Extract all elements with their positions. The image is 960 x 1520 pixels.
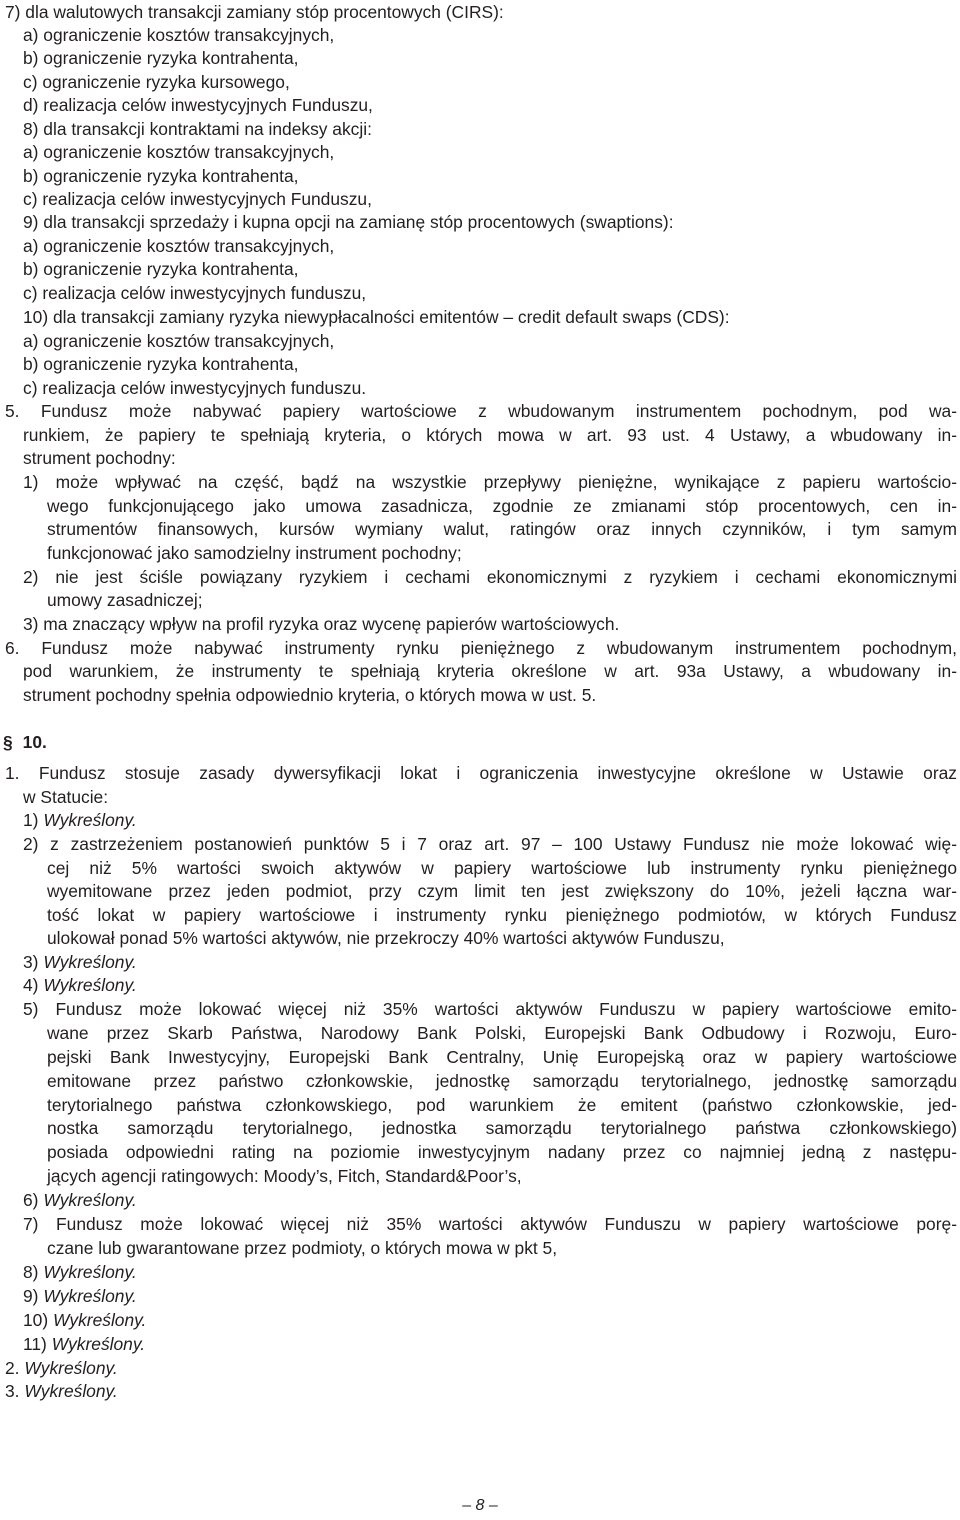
list-item: czane lub gwarantowane przez podmioty, o których mowa w pkt 5, bbox=[47, 1238, 558, 1258]
list-item: a) ograniczenie kosztów transakcyjnych, bbox=[23, 331, 335, 351]
list-item bbox=[23, 1188, 137, 1212]
list-item: wego funkcjonującego jako umowa zasadnicza, zgodnie ze zmianami stóp procentowych, cen in- bbox=[47, 496, 957, 516]
list-item: 7) dla walutowych transakcji zamiany stóp procentowych (CIRS): bbox=[5, 2, 504, 22]
list-item: a) ograniczenie kosztów transakcyjnych, bbox=[23, 25, 335, 45]
list-item-number: 8) bbox=[23, 1262, 39, 1282]
paragraph-number: 3. bbox=[5, 1381, 20, 1401]
section-sign: § bbox=[3, 732, 13, 752]
list-item-text: Wykreślony. bbox=[43, 975, 137, 995]
list-item-number: 6) bbox=[23, 1190, 39, 1210]
list-item-text: Wykreślony. bbox=[43, 1286, 137, 1306]
list-item: tość lokat w papiery wartościowe i instrumenty rynku pieniężnego podmiotów, w których Fundusz bbox=[47, 905, 957, 925]
paragraph-line: w Statucie: bbox=[23, 787, 109, 807]
list-item-text: Wykreślony. bbox=[43, 810, 137, 830]
list-item bbox=[23, 950, 137, 974]
list-item: b) ograniczenie ryzyka kontrahenta, bbox=[23, 48, 299, 68]
paragraph-line: 1. Fundusz stosuje zasady dywersyfikacji lokat i ograniczenia inwestycyjne określone w Ustawie oraz bbox=[5, 763, 957, 783]
list-item bbox=[23, 1260, 137, 1284]
list-item-text: Wykreślony. bbox=[43, 1190, 137, 1210]
list-item: funkcjonować jako samodzielny instrument pochodny; bbox=[47, 543, 462, 563]
list-item bbox=[23, 1332, 145, 1356]
list-item: wane przez Skarb Państwa, Narodowy Bank Polski, Europejski Bank Odbudowy i Rozwoju, Euro- bbox=[47, 1023, 957, 1043]
list-item: b) ograniczenie ryzyka kontrahenta, bbox=[23, 166, 299, 186]
list-item bbox=[23, 973, 137, 997]
list-item-number: 4) bbox=[23, 975, 39, 995]
list-item: posiada odpowiedni rating na poziomie inwestycyjnym nadany przez co najmniej jedną z następu- bbox=[47, 1142, 957, 1162]
list-item: a) ograniczenie kosztów transakcyjnych, bbox=[23, 236, 335, 256]
page-number: – 8 – bbox=[462, 1497, 498, 1514]
list-item: cej niż 5% wartości swoich aktywów w papiery wartościowe lub instrumenty rynku pieniężnego bbox=[47, 858, 957, 878]
list-item-text: Wykreślony. bbox=[51, 1334, 146, 1354]
list-item-number: 3) bbox=[23, 952, 39, 972]
list-item: umowy zasadniczej; bbox=[47, 590, 203, 610]
list-item: c) realizacja celów inwestycyjnych funduszu. bbox=[23, 378, 367, 398]
list-item: strumentów finansowych, kursów wymiany walut, ratingów oraz innych czynników, i tym samym bbox=[47, 519, 957, 539]
paragraph-line: pod warunkiem, że instrumenty te spełniają kryteria określone w art. 93a Ustawy, a wbudowany in- bbox=[23, 661, 957, 681]
list-item: pejski Bank Inwestycyjny, Europejski Bank Centralny, Unię Europejską oraz w papiery wartościowe bbox=[47, 1047, 957, 1067]
list-item: 1) może wpływać na część, bądź na wszystkie przepływy pieniężne, wynikające z papieru wartościo- bbox=[23, 472, 957, 492]
list-item: b) ograniczenie ryzyka kontrahenta, bbox=[23, 259, 299, 279]
list-item: b) ograniczenie ryzyka kontrahenta, bbox=[23, 354, 299, 374]
list-item: 5) Fundusz może lokować więcej niż 35% wartości aktywów Funduszu w papiery wartościowe emito- bbox=[23, 999, 957, 1019]
paragraph-number: 2. bbox=[5, 1358, 20, 1378]
paragraph-text: Wykreślony. bbox=[24, 1358, 118, 1378]
list-item: emitowane przez państwo członkowskie, jednostkę samorządu terytorialnego, jednostkę samorządu bbox=[47, 1071, 957, 1091]
list-item: d) realizacja celów inwestycyjnych Funduszu, bbox=[23, 95, 373, 115]
list-item: 9) dla transakcji sprzedaży i kupna opcji na zamianę stóp procentowych (swaptions): bbox=[23, 212, 674, 232]
list-item: c) realizacja celów inwestycyjnych funduszu, bbox=[23, 283, 367, 303]
list-item-text: Wykreślony. bbox=[43, 1262, 137, 1282]
list-item bbox=[23, 808, 137, 832]
paragraph-line bbox=[5, 1379, 118, 1403]
list-item-number: 1) bbox=[23, 810, 39, 830]
list-item bbox=[23, 1284, 137, 1308]
paragraph-line: strument pochodny spełnia odpowiednio kryteria, o których mowa w ust. 5. bbox=[23, 685, 597, 705]
paragraph-line: 6. Fundusz może nabywać instrumenty rynku pieniężnego z wbudowanym instrumentem pochodnym, bbox=[5, 638, 957, 658]
list-item: ulokował ponad 5% wartości aktywów, nie przekroczy 40% wartości aktywów Funduszu, bbox=[47, 928, 725, 948]
list-item: c) ograniczenie ryzyka kursowego, bbox=[23, 72, 290, 92]
paragraph-line: strument pochodny: bbox=[23, 448, 176, 468]
list-item: 2) z zastrzeżeniem postanowień punktów 5 i 7 oraz art. 97 – 100 Ustawy Fundusz nie może lokować wię- bbox=[23, 834, 957, 854]
list-item: 10) dla transakcji zamiany ryzyka niewypłacalności emitentów – credit default swaps (CDS): bbox=[23, 307, 730, 327]
list-item: nostka samorządu terytorialnego, jednostka samorządu terytorialnego państwa członkowskiego) bbox=[47, 1118, 957, 1138]
section-number: 10. bbox=[22, 732, 47, 752]
list-item-text: Wykreślony. bbox=[43, 952, 137, 972]
list-item bbox=[23, 1308, 146, 1332]
list-item-text: Wykreślony. bbox=[52, 1310, 147, 1330]
paragraph-line: 5. Fundusz może nabywać papiery wartościowe z wbudowanym instrumentem pochodnym, pod wa- bbox=[5, 401, 957, 421]
list-item-number: 11) bbox=[23, 1334, 47, 1354]
list-item: 3) ma znaczący wpływ na profil ryzyka oraz wycenę papierów wartościowych. bbox=[23, 614, 620, 634]
list-item: a) ograniczenie kosztów transakcyjnych, bbox=[23, 142, 335, 162]
list-item: wyemitowane przez jeden podmiot, przy czym limit ten jest zwiększony do 10%, jeżeli łączna war- bbox=[47, 881, 957, 901]
paragraph-line: runkiem, że papiery te spełniają kryteria, o których mowa w art. 93 ust. 4 Ustawy, a wbudowany in- bbox=[23, 425, 957, 445]
list-item: 8) dla transakcji kontraktami na indeksy akcji: bbox=[23, 119, 372, 139]
list-item: terytorialnego państwa członkowskiego, pod warunkiem że emitent (państwo członkowskie, jed- bbox=[47, 1095, 957, 1115]
list-item: 7) Fundusz może lokować więcej niż 35% wartości aktywów Funduszu w papiery wartościowe porę- bbox=[23, 1214, 957, 1234]
list-item: c) realizacja celów inwestycyjnych Funduszu, bbox=[23, 189, 372, 209]
list-item-number: 9) bbox=[23, 1286, 39, 1306]
section-heading bbox=[3, 730, 47, 754]
list-item: jących agencji ratingowych: Moody’s, Fitch, Standard&Poor’s, bbox=[47, 1166, 522, 1186]
list-item-number: 10) bbox=[23, 1310, 49, 1330]
list-item: 2) nie jest ściśle powiązany ryzykiem i cechami ekonomicznymi z ryzykiem i cechami ekonomicznymi bbox=[23, 567, 957, 587]
paragraph-line bbox=[5, 1356, 118, 1380]
paragraph-text: Wykreślony. bbox=[24, 1381, 118, 1401]
